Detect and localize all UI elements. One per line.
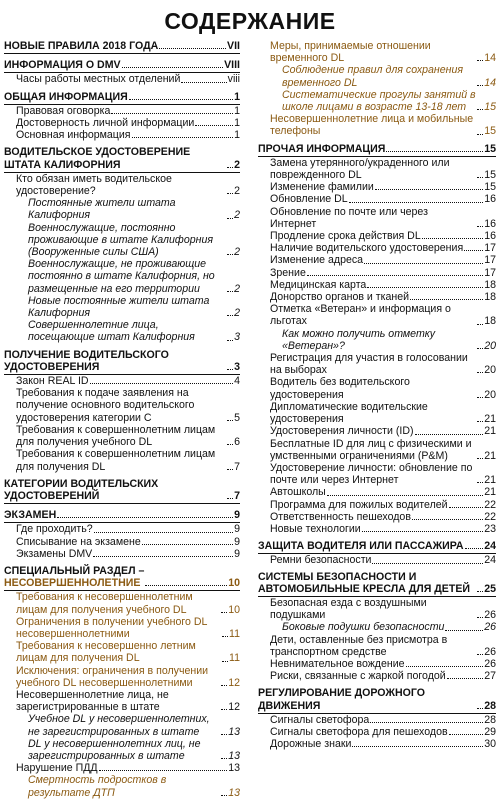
dot-leader	[195, 125, 233, 126]
dot-leader	[412, 519, 483, 520]
toc-page-number: 17	[484, 266, 496, 279]
toc-page-number: 24	[484, 554, 496, 567]
toc-entry	[270, 242, 496, 254]
toc-entry-title: Сигналы светофора	[270, 713, 370, 726]
dot-leader	[477, 372, 483, 373]
toc-entry	[28, 222, 240, 259]
toc-entry	[16, 424, 240, 448]
toc-entry	[28, 197, 240, 221]
toc-entry	[28, 319, 240, 343]
toc-entry-title: КАТЕГОРИИ ВОДИТЕЛЬСКИХ УДОСТОВЕРЕНИЙ	[4, 477, 159, 502]
dot-leader	[367, 287, 483, 288]
toc-page-number: VIII	[224, 59, 240, 72]
toc-entry-title: Дорожные знаки	[270, 738, 352, 751]
toc-entry	[16, 129, 240, 141]
toc-entry	[270, 376, 496, 400]
toc-page-number: 1	[234, 104, 240, 117]
toc-entry	[270, 523, 496, 535]
toc-entry-title: Исключения: ограничения в получении учебного DL несовершеннолетними	[16, 664, 209, 689]
dot-leader	[145, 585, 227, 586]
toc-page-number: 13	[228, 749, 240, 762]
toc-entry	[270, 254, 496, 266]
dot-leader	[227, 369, 233, 370]
toc-entry-title: Ограничения в получении учебного DL несовершеннолетними	[16, 615, 208, 640]
toc-section-heading	[258, 687, 496, 713]
dot-leader	[449, 507, 484, 508]
dot-leader	[221, 612, 227, 613]
toc-entry-title: СИСТЕМЫ БЕЗОПАСНОСТИ И АВТОМОБИЛЬНЫЕ КРЕСЛА ДЛЯ ДЕТЕЙ	[258, 570, 471, 595]
toc-entry-title: Кто обязан иметь водительское удостоверение?	[16, 172, 172, 198]
toc-entry-title: Невнимательное вождение	[270, 657, 405, 670]
dot-leader	[227, 420, 233, 421]
toc-entry-title: Обновление по почте или через Интернет	[270, 205, 428, 230]
dot-leader	[445, 630, 483, 631]
toc-page-number: 13	[228, 725, 240, 738]
toc-page-number: 28	[484, 713, 496, 726]
toc-page-number: 21	[484, 474, 496, 487]
toc-page-number: 15	[484, 181, 496, 194]
toc-page-number: 29	[484, 725, 496, 738]
toc-entry-title: Систематические прогулы занятий в школе лицами в возрасте 13-18 лет	[282, 88, 476, 114]
dot-leader	[221, 685, 227, 686]
toc-entry-title: Требования к несовершеннолетним лицам для получения учебного DL	[16, 591, 193, 616]
toc-entry-title	[4, 565, 144, 589]
toc-page-number: 22	[484, 510, 496, 523]
toc-section-heading	[258, 571, 496, 597]
dot-leader	[477, 109, 483, 110]
toc-entry-title: Достоверность личной информации	[16, 117, 195, 130]
toc-page-number: 9	[234, 509, 240, 522]
dot-leader	[99, 770, 228, 771]
dot-leader	[227, 444, 233, 445]
toc-entry-title: Водитель без водительского удостоверения	[270, 376, 410, 401]
toc-entry	[28, 295, 240, 319]
toc-entry-title: Как можно получить отметку «Ветеран»?	[282, 327, 436, 352]
dot-leader	[477, 591, 483, 592]
toc-entry-title: ВОДИТЕЛЬСКОЕ УДОСТОВЕРЕНИЕ ШТАТА КАЛИФОРНИЯ	[4, 146, 191, 171]
toc-entry-title: Медицинская карта	[270, 278, 367, 291]
toc-entry-title: Регистрация для участия в голосовании на выборах	[270, 352, 468, 377]
toc-page-number: 10	[228, 577, 240, 590]
toc-page-number: 26	[484, 645, 496, 658]
toc-entry	[270, 193, 496, 205]
toc-entry	[270, 113, 496, 137]
dot-leader	[477, 708, 483, 709]
dot-leader	[477, 134, 483, 135]
toc-entry	[270, 511, 496, 523]
toc-entry	[16, 591, 240, 615]
toc-page-number: 28	[484, 699, 496, 712]
dot-leader	[477, 654, 483, 655]
toc-page-number: 15	[484, 125, 496, 138]
toc-page-number: 20	[484, 339, 496, 352]
toc-entry	[270, 181, 496, 193]
toc-entry-title: ЭКЗАМЕН	[4, 509, 57, 522]
toc-entry	[270, 303, 496, 327]
toc-section-heading	[4, 146, 240, 172]
toc-entry-title: НОВЫЕ ПРАВИЛА 2018 ГОДА	[4, 40, 159, 52]
toc-page-number: 17	[484, 254, 496, 267]
toc-entry	[270, 401, 496, 425]
toc-page-number: 26	[484, 657, 496, 670]
toc-entry	[270, 486, 496, 498]
toc-entry-title: Обновление DL	[270, 193, 348, 206]
toc-entry-title: Зрение	[270, 266, 306, 279]
toc-entry-title: Боковые подушки безопасности	[282, 621, 445, 634]
toc-entry-title: Автошколы	[270, 486, 326, 499]
dot-leader	[447, 678, 484, 679]
toc-page-number: 21	[484, 413, 496, 426]
toc-page-number: 9	[234, 547, 240, 560]
dot-leader	[227, 469, 233, 470]
toc-entry	[270, 291, 496, 303]
toc-page-number: 18	[484, 315, 496, 328]
toc-entry	[282, 64, 496, 88]
toc-entry-title: Нарушение ПДД	[16, 762, 98, 775]
toc-entry-title: Соблюдение правил для сохранения временного DL	[282, 64, 464, 89]
dot-leader	[477, 421, 483, 422]
dot-leader	[362, 531, 483, 532]
toc-entry-title: РЕГУЛИРОВАНИЕ ДОРОЖНОГО ДВИЖЕНИЯ	[258, 687, 425, 712]
toc-section-heading	[4, 565, 240, 591]
toc-entry-title: Основная информация	[16, 129, 131, 142]
toc-entry-title: Дети, оставленные без присмотра в транспортном средстве	[270, 633, 448, 658]
toc-page-number: 15	[484, 101, 496, 114]
toc-page-number: 26	[484, 621, 496, 634]
toc-page-number: 21	[484, 425, 496, 438]
toc-entry	[270, 267, 496, 279]
toc-page-number: 22	[484, 498, 496, 511]
dot-leader	[386, 151, 483, 152]
toc-entry	[270, 738, 496, 750]
toc-entry	[270, 658, 496, 670]
toc-section-subtitle: НЕСОВЕРШЕННОЛЕТНИЕ	[4, 577, 141, 590]
toc-entry	[16, 616, 240, 640]
toc-entry	[16, 448, 240, 472]
page-title: СОДЕРЖАНИЕ	[164, 8, 336, 34]
toc-page-number: 13	[228, 786, 240, 799]
toc-entry-title: Безопасная езда с воздушными подушками	[270, 596, 427, 622]
toc-page-number: 5	[234, 411, 240, 424]
toc-entry	[16, 387, 240, 424]
toc-entry-title: Донорство органов и тканей	[270, 291, 410, 304]
toc-entry-title: Правовая оговорка	[16, 104, 111, 117]
toc-section-heading	[258, 540, 496, 554]
toc-page-number: viii	[227, 73, 240, 86]
toc-page-number: 27	[484, 670, 496, 683]
toc-page-number: 3	[234, 360, 240, 373]
toc-entry-title: Продление срока действия DL	[270, 230, 421, 243]
dot-leader	[477, 458, 483, 459]
toc-entry	[282, 621, 496, 633]
toc-entry-title: ЗАЩИТА ВОДИТЕЛЯ ИЛИ ПАССАЖИРА	[258, 540, 464, 553]
dot-leader	[222, 636, 228, 637]
toc-entry-title: ПОЛУЧЕНИЕ ВОДИТЕЛЬСКОГО УДОСТОВЕРЕНИЯ	[4, 348, 169, 373]
toc-entry-title: Наличие водительского удостоверения	[270, 242, 464, 255]
dot-leader	[477, 397, 483, 398]
dot-leader	[227, 218, 233, 219]
toc-entry	[16, 548, 240, 560]
toc-entry	[270, 714, 496, 726]
toc-column-left	[4, 40, 240, 799]
toc-page-number: 2	[234, 307, 240, 320]
dot-leader	[327, 495, 483, 496]
toc-page-number: 16	[484, 217, 496, 230]
toc-entry-title: Часы работы местных отделений	[16, 73, 181, 86]
toc-entry-title: Меры, принимаемые отношении временного DL	[270, 40, 431, 65]
toc-page-number: 2	[234, 282, 240, 295]
toc-entry-title: Списывание на экзамене	[16, 535, 141, 548]
toc-page-number: 3	[234, 331, 240, 344]
toc-page-number: 9	[234, 535, 240, 548]
toc-entry	[16, 375, 240, 387]
dot-leader	[477, 617, 483, 618]
toc-page-number: 1	[234, 117, 240, 130]
toc-page-number: 30	[484, 738, 496, 751]
toc-section-heading	[4, 40, 240, 54]
dot-leader	[181, 82, 226, 83]
toc-page-number: 11	[229, 652, 240, 665]
toc-entry	[270, 462, 496, 486]
toc-page-number: 2	[234, 246, 240, 259]
toc-entry-title: Закон REAL ID	[16, 375, 89, 388]
dot-leader	[227, 167, 233, 168]
toc-column-right	[258, 40, 496, 750]
toc-page-number: 6	[234, 436, 240, 449]
dot-leader	[415, 434, 484, 435]
dot-leader	[159, 48, 226, 49]
toc-page-number: 17	[484, 242, 496, 255]
toc-page-number: 2	[234, 209, 240, 222]
toc-entry	[16, 762, 240, 774]
toc-entry-title: Удостоверения личности (ID)	[270, 425, 414, 438]
toc-entry-title: Военнослужащие, не проживающие постоянно в штате Калифорния, но размещенные на его территории	[28, 258, 215, 295]
dot-leader	[307, 275, 483, 276]
toc-page-number: 20	[484, 388, 496, 401]
dot-leader	[221, 795, 227, 796]
dot-leader	[227, 193, 233, 194]
dot-leader	[372, 563, 483, 564]
toc-entry	[16, 173, 240, 197]
toc-entry	[16, 665, 240, 689]
toc-entry-title: Новые постоянные жители штата Калифорния	[28, 294, 210, 320]
dot-leader	[349, 202, 484, 203]
dot-leader	[477, 177, 483, 178]
toc-entry-title: Совершеннолетние лица, посещающие штат Калифорния	[28, 319, 195, 344]
dot-leader	[222, 661, 228, 662]
toc-page-number: 1	[234, 129, 240, 142]
dot-leader	[375, 189, 483, 190]
dot-leader	[132, 137, 234, 138]
toc-entry	[16, 105, 240, 117]
toc-page-number: 4	[234, 375, 240, 388]
dot-leader	[221, 758, 227, 759]
toc-section-heading	[4, 59, 240, 73]
toc-entry-title: Требования к несовершенно летним лицам для получения DL	[16, 640, 196, 665]
toc-page-number: 13	[228, 762, 240, 775]
toc-entry	[270, 425, 496, 437]
toc-page-number: 11	[229, 627, 240, 640]
dot-leader	[227, 291, 233, 292]
dot-leader	[477, 60, 483, 61]
dot-leader	[227, 340, 233, 341]
dot-leader	[422, 238, 483, 239]
dot-leader	[364, 263, 483, 264]
toc-page-number: 26	[484, 609, 496, 622]
toc-page-number: 21	[484, 449, 496, 462]
dot-leader	[477, 482, 483, 483]
toc-entry	[282, 328, 496, 352]
toc-entry-title: Изменение фамилии	[270, 181, 374, 194]
toc-entry-title: ИНФОРМАЦИЯ О DMV	[4, 59, 121, 72]
toc-entry-title: Дипломатические водительские удостоверения	[270, 400, 428, 426]
toc-section-heading	[258, 143, 496, 157]
toc-entry-title: Несовершеннолетние лица и мобильные телефоны	[270, 113, 474, 138]
toc-entry-title: Где проходить?	[16, 523, 93, 536]
toc-entry	[270, 206, 496, 230]
dot-leader	[464, 250, 483, 251]
toc-page-number: 16	[484, 193, 496, 206]
toc-entry	[270, 554, 496, 566]
toc-entry	[28, 738, 240, 762]
toc-entry-title: Несовершеннолетние лица, не зарегистрированные в штате	[16, 688, 169, 714]
toc-entry	[270, 230, 496, 242]
dot-leader	[221, 734, 227, 735]
toc-entry-title: Риски, связанные с жаркой погодой	[270, 670, 446, 683]
toc-entry-title: Отметка «Ветеран» и информация о льготах	[270, 303, 451, 328]
toc-page-number: 7	[234, 489, 240, 502]
toc-entry-title: Смертность подростков в результате ДТП	[28, 774, 167, 799]
toc-entry	[270, 279, 496, 291]
toc-page-number: 2	[234, 185, 240, 198]
toc-entry-title: Новые технологии	[270, 522, 361, 535]
toc-entry-title: Военнослужащие, постоянно проживающие в штате Калифорния (Вооруженные силы США)	[28, 221, 213, 259]
dot-leader	[227, 254, 233, 255]
dot-leader	[477, 348, 483, 349]
toc-entry	[270, 499, 496, 511]
dot-leader	[90, 383, 234, 384]
toc-page-number: 1	[234, 90, 240, 103]
toc-page-number: 14	[484, 76, 496, 89]
toc-section-heading	[4, 349, 240, 375]
toc-entry-title: Ремни безопасности	[270, 554, 372, 567]
toc-section-heading	[4, 91, 240, 105]
toc-entry-title: Требования к совершеннолетним лицам для получения DL	[16, 448, 216, 473]
toc-page-number: 14	[484, 52, 496, 65]
toc-entry-title: Требования к совершеннолетним лицам для получения учебного DL	[16, 423, 216, 449]
toc-entry	[270, 157, 496, 181]
toc-entry-title: Изменение адреса	[270, 254, 364, 267]
toc-entry	[270, 438, 496, 462]
toc-page-number: 24	[484, 540, 496, 553]
toc-entry	[270, 352, 496, 376]
dot-leader	[129, 99, 233, 100]
toc-entry	[270, 40, 496, 64]
toc-page-number: 21	[484, 486, 496, 499]
toc-entry	[270, 597, 496, 621]
toc-entry	[282, 89, 496, 113]
toc-page-number: 7	[234, 460, 240, 473]
toc-entry	[16, 523, 240, 535]
toc-section-title: СПЕЦИАЛЬНЫЙ РАЗДЕЛ –	[4, 564, 145, 577]
toc-page-number: 15	[484, 142, 496, 155]
toc-entry	[16, 117, 240, 129]
toc-entry-title: DL у несовершеннолетних лиц, не зарегистрированных в штате	[28, 737, 201, 762]
toc-entry-title: Требования к подаче заявления на получение основного водительского удостоверения категории C	[16, 387, 195, 424]
toc-entry	[270, 670, 496, 682]
toc-entry	[16, 640, 240, 664]
dot-leader	[477, 85, 483, 86]
dot-leader	[477, 226, 483, 227]
dot-leader	[227, 315, 233, 316]
toc-entry	[28, 258, 240, 295]
toc-entry	[270, 726, 496, 738]
toc-page-number: 12	[228, 676, 240, 689]
toc-page-number: 16	[484, 230, 496, 243]
toc-page-number: 12	[228, 701, 240, 714]
toc-page-number: 2	[234, 158, 240, 171]
toc-entry-title: Программа для пожилых водителей	[270, 498, 448, 511]
toc-page-number: 20	[484, 364, 496, 377]
toc-entry	[16, 73, 240, 85]
toc-page-number: VII	[227, 40, 240, 52]
toc-page-number: 18	[484, 278, 496, 291]
dot-leader	[449, 734, 484, 735]
dot-leader	[221, 709, 227, 710]
toc-page-number: 10	[228, 603, 240, 616]
toc-entry	[28, 774, 240, 798]
toc-entry-title: Удостоверение личности: обновление по почте или через Интернет	[270, 461, 473, 487]
toc-entry	[16, 689, 240, 713]
toc-entry-title: Постоянные жители штата Калифорния	[28, 197, 176, 222]
toc-entry-title: ПРОЧАЯ ИНФОРМАЦИЯ	[258, 142, 386, 155]
toc-entry-title: Замена утерянного/украденного или поврежденного DL	[270, 156, 450, 182]
toc-section-heading	[4, 509, 240, 523]
toc-entry	[28, 713, 240, 737]
toc-entry-title: Сигналы светофора для пешеходов	[270, 725, 448, 738]
dot-leader	[352, 746, 483, 747]
toc-entry-title: Бесплатные ID для лиц с физическими и умственными ограничениями (P&M)	[270, 437, 472, 462]
toc-page-number: 23	[484, 522, 496, 535]
dot-leader	[477, 324, 483, 325]
dot-leader	[406, 666, 484, 667]
toc-section-heading	[4, 478, 240, 504]
toc-entry	[16, 536, 240, 548]
toc-entry-title: ОБЩАЯ ИНФОРМАЦИЯ	[4, 90, 128, 103]
toc-page-number: 18	[484, 291, 496, 304]
toc-entry-title: Учебное DL у несовершеннолетних, не зарегистрированных в штате	[28, 713, 210, 738]
toc-page-number: 9	[234, 523, 240, 536]
dot-leader	[93, 556, 233, 557]
dot-leader	[370, 722, 483, 723]
toc-entry	[270, 634, 496, 658]
dot-leader	[94, 532, 233, 533]
dot-leader	[465, 548, 484, 549]
dot-leader	[122, 67, 224, 68]
dot-leader	[111, 113, 233, 114]
toc-page-number: 25	[484, 582, 496, 595]
dot-leader	[57, 517, 233, 518]
toc-page-number: 15	[484, 169, 496, 182]
dot-leader	[142, 544, 233, 545]
dot-leader	[410, 299, 483, 300]
toc-entry-title: Ответственность пешеходов	[270, 510, 411, 523]
toc-entry-title: Экзамены DMV	[16, 547, 93, 560]
dot-leader	[227, 498, 233, 499]
